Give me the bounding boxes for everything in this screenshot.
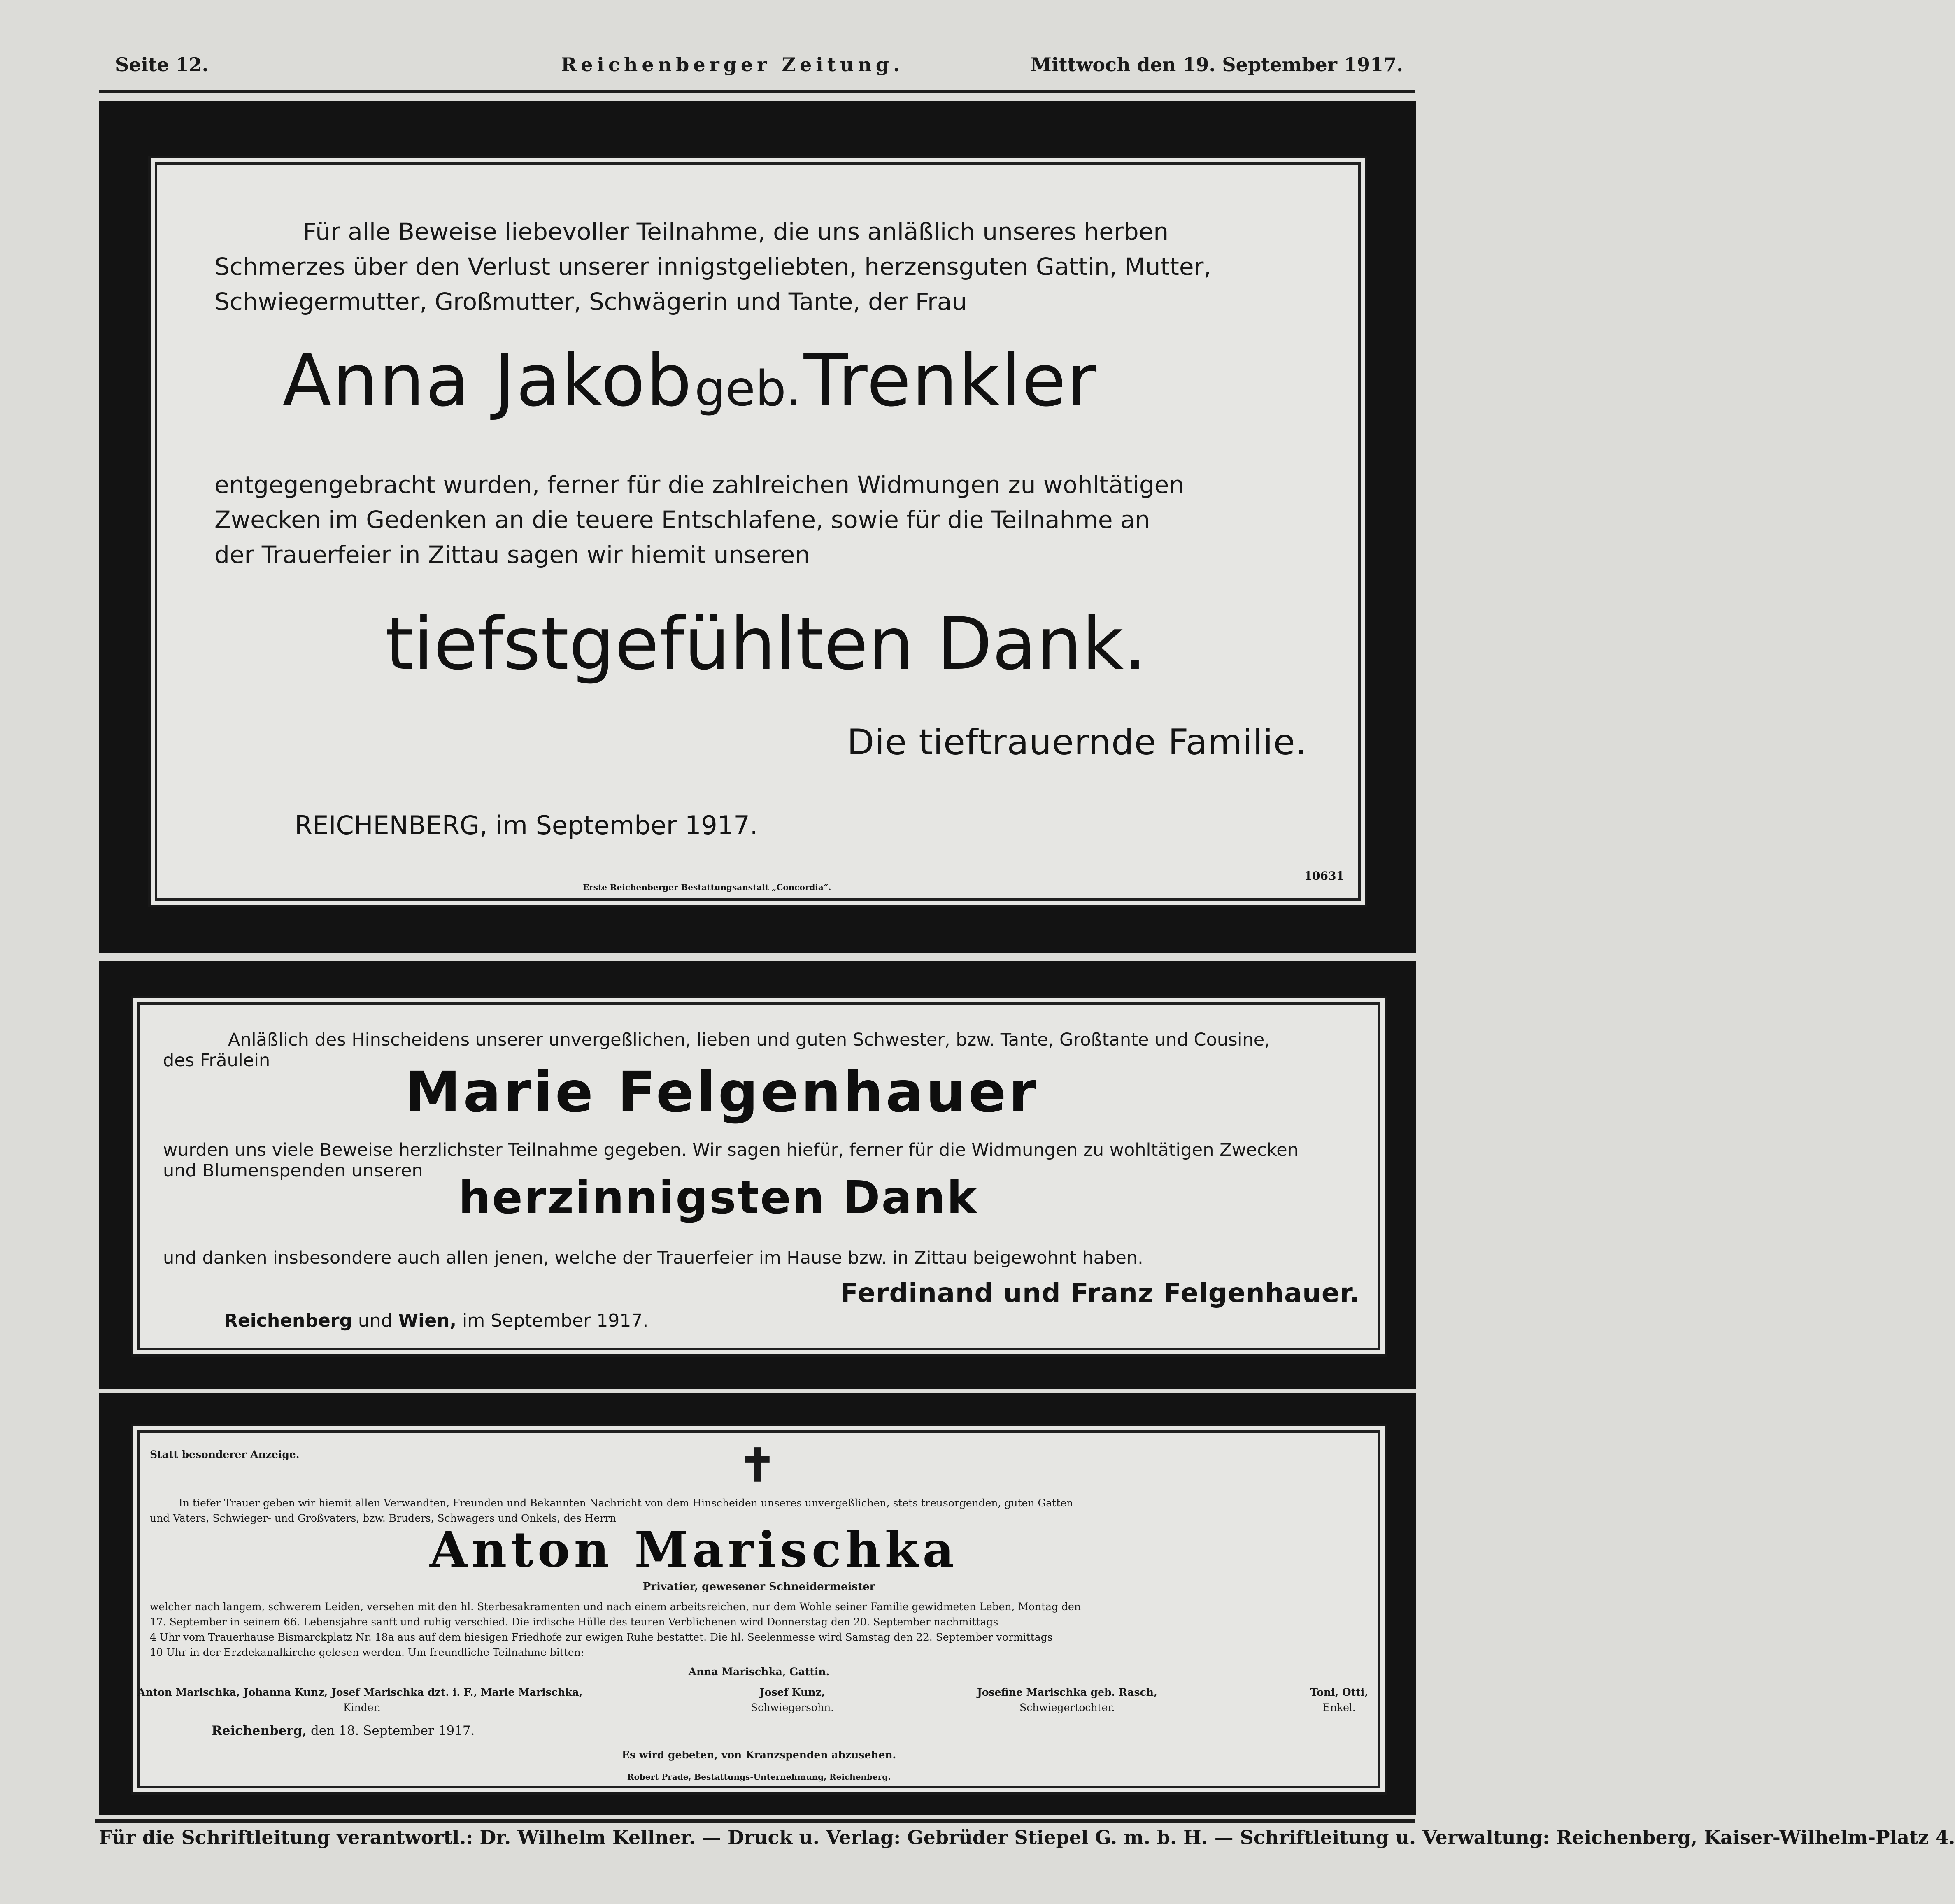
ad2-place-city2: Wien, [398,1310,457,1331]
ad3-children [137,1685,582,1715]
ad3-place-city: Reichenberg, [212,1723,307,1738]
ad1-intro-line: Schwiegermutter, Großmutter, Schwägerin und Tante, der Frau [214,288,967,316]
ad3-occupation: Privatier, gewesener Schneidermeister [642,1581,875,1593]
header-rule [99,90,1415,93]
ad1-place-date: REICHENBERG, im September 1917. [295,810,758,840]
ad2-place-and: und [358,1310,393,1331]
ad1-deceased-name [282,339,1097,423]
ad1-undertaker: Erste Reichenberger Bestattungsanstalt „Concordia“. [583,882,831,892]
ad3-request: Es wird gebeten, von Kranzspenden abzusehen. [621,1749,896,1761]
ad3-label: Statt besonderer Anzeige. [150,1448,300,1460]
ad3-place-date-text: den 18. September 1917. [311,1723,475,1738]
ad3-grandchildren-names: Toni, Otti, [1310,1686,1368,1698]
ad3-intro-line2: und Vaters, Schwieger- und Großvaters, bzw. Bruders, Schwagers und Onkels, des Herrn [150,1512,617,1524]
ad3-body-line: 10 Uhr in der Erzdekanalkirche gelesen werden. Um freundliche Teilnahme bitten: [150,1646,584,1658]
ad2-deceased-name: Marie Felgenhauer [405,1060,1039,1125]
ad1-intro-line: Für alle Beweise liebevoller Teilnahme, die uns anläßlich unseres herben [303,218,1169,246]
ad3-children-names: Anton Marischka, Johanna Kunz, Josef Marischka dzt. i. F., Marie Marischka, [137,1686,583,1698]
issue-date: Mittwoch den 19. September 1917. [1030,53,1403,76]
ad2-signature: Ferdinand und Franz Felgenhauer. [840,1278,1360,1309]
ad3-son-in-law [751,1685,834,1715]
ad2-intro-line1: Anläßlich des Hinscheidens unserer unvergeßlichen, lieben und guten Schwester, bzw. Tante, Großtante und Cousine, [228,1030,1270,1050]
ad1-name-last: Trenkler [803,339,1098,423]
ad2-place-date [224,1310,648,1331]
ad2-intro-line2: des Fräulein [163,1050,270,1071]
ad3-grandchildren [1310,1685,1368,1715]
ad1-body-line: entgegengebracht wurden, ferner für die zahlreichen Widmungen zu wohltätigen [214,471,1185,499]
ad1-body-line: der Trauerfeier in Zittau sagen wir hiemit unseren [214,541,810,569]
ad3-undertaker: Robert Prade, Bestattungs-Unternehmung, Reichenberg. [627,1772,891,1782]
ad3-body-line: 4 Uhr vom Trauerhause Bismarckplatz Nr. 18a aus auf dem hiesigen Friedhofe zur ewigen Ruhe bestattet. Die hl. Seelenmesse wird Samstag den 22. September vormittags [150,1631,1053,1643]
ad2-body-line2: und Blumenspenden unseren [163,1160,423,1181]
ad2-notice [131,996,1387,1357]
ad1-intro-line: Schmerzes über den Verlust unserer innigstgeliebten, herzensguten Gattin, Mutter, [214,253,1211,281]
ad3-children-label: Kinder. [343,1702,381,1713]
ad1-thanks-heading: tiefstgefühlten Dank. [385,602,1147,686]
ad2-place-date-text: im September 1917. [462,1310,649,1331]
footer-rule [95,1819,1415,1823]
ad2-place-city1: Reichenberg [224,1310,352,1331]
ad1-notice [148,156,1367,907]
cross-icon: ✝ [738,1439,777,1492]
ad3-intro-line1: In tiefer Trauer geben wir hiemit allen Verwandten, Freunden und Bekannten Nachricht von dem Hinscheiden unseres unvergeßlichen, stets treusorgenden, guten Gatten [179,1497,1073,1509]
page-number: Seite 12. [115,53,209,76]
ad3-grandchildren-label: Enkel. [1322,1702,1356,1713]
ad3-son-in-law-name: Josef Kunz, [759,1686,825,1698]
ad2-closing: und danken insbesondere auch allen jenen, welche der Trauerfeier im Hause bzw. in Zittau beigewohnt haben. [163,1248,1143,1268]
ad3-place-date [212,1723,475,1738]
ad3-body-line: 17. September in seinem 66. Lebensjahre sanft und ruhig verschied. Die irdische Hülle des teuren Verblichenen wird Donnerstag den 20. September nachmittags [150,1616,998,1628]
newspaper-title: Reichenberger Zeitung. [561,53,904,76]
ad3-notice [131,1424,1387,1795]
ad1-ad-number: 10631 [1304,869,1344,883]
ad1-signature: Die tieftrauernde Familie. [847,722,1307,763]
imprint-footer: Für die Schriftleitung verantwortl.: Dr. Wilhelm Kellner. — Druck u. Verlag: Gebrüder Stiepel G. m. b. H. — Schriftleitung u. Verwaltung: Reichenberg, Kaiser-Wilhelm-Platz 4. [99,1826,1955,1848]
ad3-daughter-in-law [977,1685,1157,1715]
ad3-deceased-name: Anton Marischka [430,1521,958,1578]
ad1-name-first: Anna Jakob [282,339,693,423]
ad3-son-in-law-label: Schwiegersohn. [751,1702,834,1713]
ad3-daughter-in-law-label: Schwiegertochter. [1019,1702,1115,1713]
ad3-widow: Anna Marischka, Gattin. [688,1666,830,1678]
ad2-body-line1: wurden uns viele Beweise herzlichster Teilnahme gegeben. Wir sagen hiefür, ferner für die Widmungen zu wohltätigen Zwecken [163,1140,1299,1160]
ad1-body-line: Zwecken im Gedenken an die teuere Entschlafene, sowie für die Teilnahme an [214,506,1150,534]
ad2-thanks-heading: herzinnigsten Dank [458,1171,978,1224]
ad3-body-line: welcher nach langem, schwerem Leiden, versehen mit den hl. Sterbesakramenten und nach einem arbeitsreichen, nur dem Wohle seiner Familie gewidmeten Leben, Montag den [150,1601,1081,1613]
ad1-name-geb: geb. [694,360,802,417]
ad3-daughter-in-law-name: Josefine Marischka geb. Rasch, [977,1686,1157,1698]
